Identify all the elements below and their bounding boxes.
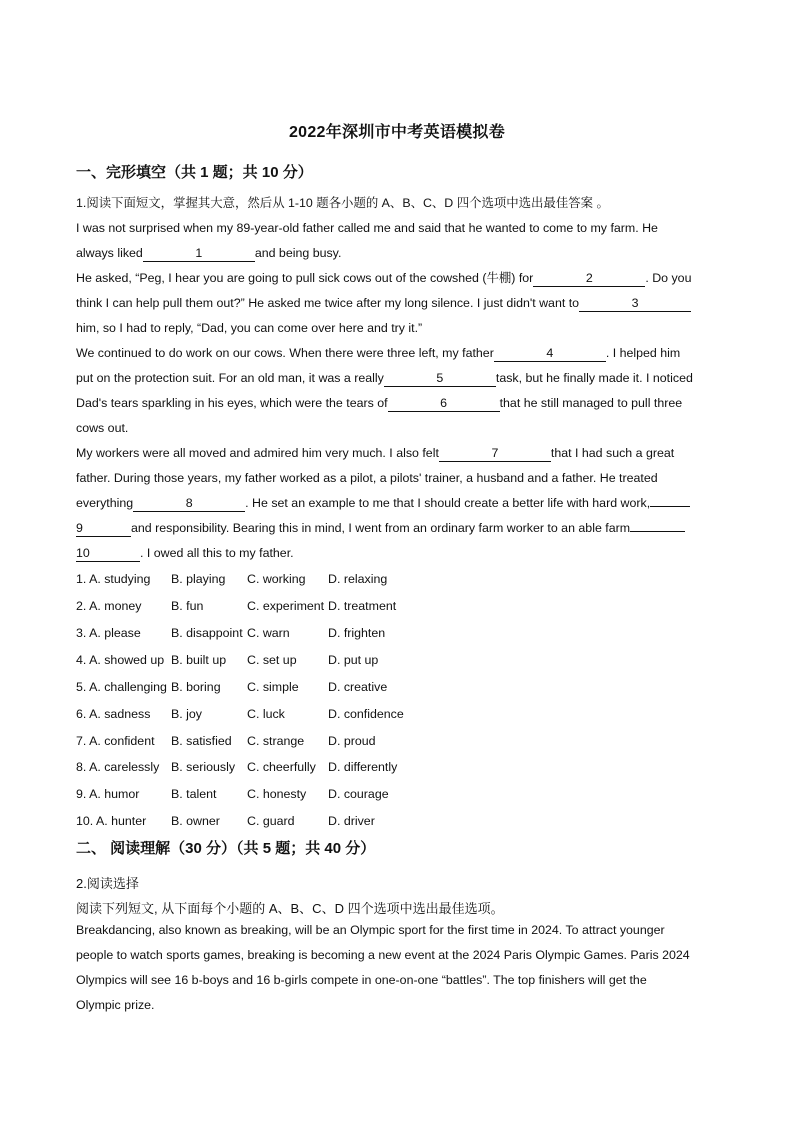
- passage-line: [76, 241, 721, 266]
- reading-line: people to watch sports games, breaking is becoming a new event at the 2024 Paris Olympic Games. Paris 2024: [76, 948, 690, 962]
- passage-text: put on the protection suit. For an old man, it was a really: [76, 371, 384, 385]
- option-d: D. proud: [328, 734, 376, 748]
- section1-heading: 一、完形填空（共 1 题；共 10 分）: [76, 164, 313, 181]
- passage-text: . I helped him: [605, 346, 681, 360]
- passage-line: [76, 266, 721, 291]
- reading-line: Olympic prize.: [76, 998, 155, 1012]
- passage-text: Dad's tears sparkling in his eyes, which were the tears of: [76, 396, 388, 410]
- option-d: D. driver: [328, 814, 375, 828]
- option-c: C. warn: [247, 626, 290, 640]
- option-b: B. disappoint: [171, 626, 243, 640]
- passage-text: . I owed all this to my father.: [140, 546, 294, 560]
- passage-line: [76, 491, 721, 516]
- option-d: D. differently: [328, 760, 398, 774]
- passage-text: everything: [76, 496, 134, 510]
- option-a: 3. A. please: [76, 626, 141, 640]
- passage-text: . He set an example to me that I should create a better life with hard work,: [245, 496, 651, 510]
- option-b: B. boring: [171, 680, 221, 694]
- passage-line: cows out.: [76, 421, 129, 435]
- passage-line: I was not surprised when my 89-year-old father called me and said that he wanted to come to my farm. He: [76, 221, 658, 235]
- option-a: 4. A. showed up: [76, 653, 165, 667]
- blank-4: 4: [494, 346, 606, 362]
- blank-2: 2: [533, 271, 645, 287]
- option-d: D. creative: [328, 680, 388, 694]
- option-a: 10. A. hunter: [76, 814, 147, 828]
- option-b: B. satisfied: [171, 734, 232, 748]
- option-d: D. relaxing: [328, 572, 388, 586]
- blank-9-start: [650, 491, 690, 507]
- passage-text: always liked: [76, 246, 143, 260]
- blank-10-start: [630, 516, 685, 532]
- page-title: 2022年深圳市中考英语模拟卷: [288, 124, 506, 141]
- passage-text: that he still managed to pull three: [499, 396, 683, 410]
- blank-1: 1: [143, 246, 255, 262]
- option-b: B. joy: [171, 707, 202, 721]
- passage-text: . Do you: [645, 271, 692, 285]
- passage-text: My workers were all moved and admired him very much. I also felt: [76, 446, 439, 460]
- passage-line: him, so I had to reply, “Dad, you can come over here and try it.”: [76, 321, 423, 335]
- passage-text: He asked, “Peg, I hear you are going to pull sick cows out of the cowshed (牛棚) for: [76, 271, 534, 285]
- option-c: C. cheerfully: [247, 760, 316, 774]
- section1-instruction: 1.阅读下面短文，掌握其大意，然后从 1-10 题各小题的 A、B、C、D 四个选项中选出最佳答案 。: [76, 196, 609, 210]
- passage-text: think I can help pull them out?” He asked me twice after my long silence. I just didn't want to: [76, 296, 580, 310]
- option-a: 2. A. money: [76, 599, 142, 613]
- passage-line: father. During those years, my father worked as a pilot, a pilots' trainer, a husband and a father. He treated: [76, 471, 658, 485]
- option-a: 8. A. carelessly: [76, 760, 160, 774]
- passage-line: [76, 341, 721, 366]
- passage-text: We continued to do work on our cows. When there were three left, my father: [76, 346, 494, 360]
- option-c: C. luck: [247, 707, 285, 721]
- option-b: B. talent: [171, 787, 217, 801]
- passage-line: [76, 441, 721, 466]
- blank-7: 7: [439, 446, 551, 462]
- reading-line: Breakdancing, also known as breaking, will be an Olympic sport for the first time in 2024. To attract younger: [76, 923, 665, 937]
- option-d: D. put up: [328, 653, 379, 667]
- passage-line: [76, 516, 721, 541]
- passage-text: task, but he finally made it. I noticed: [495, 371, 693, 385]
- option-a: 1. A. studying: [76, 572, 151, 586]
- option-b: B. fun: [171, 599, 204, 613]
- blank-3: 3: [579, 296, 691, 312]
- option-b: B. playing: [171, 572, 226, 586]
- option-c: C. simple: [247, 680, 299, 694]
- blank-9: 9: [76, 521, 131, 537]
- option-d: D. courage: [328, 787, 389, 801]
- option-a: 7. A. confident: [76, 734, 155, 748]
- reading-line: Olympics will see 16 b-boys and 16 b-girls compete in one-on-one “battles”. The top finishers will get the: [76, 973, 647, 987]
- option-c: C. set up: [247, 653, 297, 667]
- option-d: D. treatment: [328, 599, 397, 613]
- option-c: C. honesty: [247, 787, 307, 801]
- section2-instruction: 阅读下列短文, 从下面每个小题的 A、B、C、D 四个选项中选出最佳选项。: [76, 901, 504, 916]
- passage-text: that I had such a great: [550, 446, 675, 460]
- passage-line: [76, 541, 721, 566]
- option-b: B. built up: [171, 653, 227, 667]
- option-c: C. working: [247, 572, 306, 586]
- option-c: C. guard: [247, 814, 295, 828]
- passage-line: [76, 291, 721, 316]
- option-d: D. confidence: [328, 707, 404, 721]
- passage-line: [76, 391, 721, 416]
- option-a: 9. A. humor: [76, 787, 140, 801]
- option-d: D. frighten: [328, 626, 386, 640]
- option-b: B. seriously: [171, 760, 236, 774]
- section2-heading: 二、 阅读理解（30 分）（共 5 题；共 40 分）: [76, 840, 376, 857]
- blank-5: 5: [384, 371, 496, 387]
- passage-line: [76, 366, 721, 391]
- passage-text: and being busy.: [254, 246, 342, 260]
- blank-10: 10: [76, 546, 140, 562]
- section2-subheading: 2.阅读选择: [76, 876, 139, 891]
- blank-6: 6: [388, 396, 500, 412]
- option-c: C. strange: [247, 734, 305, 748]
- option-b: B. owner: [171, 814, 220, 828]
- blank-8: 8: [133, 496, 245, 512]
- option-a: 6. A. sadness: [76, 707, 151, 721]
- option-a: 5. A. challenging: [76, 680, 167, 694]
- passage-text: and responsibility. Bearing this in mind, I went from an ordinary farm worker to an able farm: [131, 521, 631, 535]
- option-c: C. experiment: [247, 599, 325, 613]
